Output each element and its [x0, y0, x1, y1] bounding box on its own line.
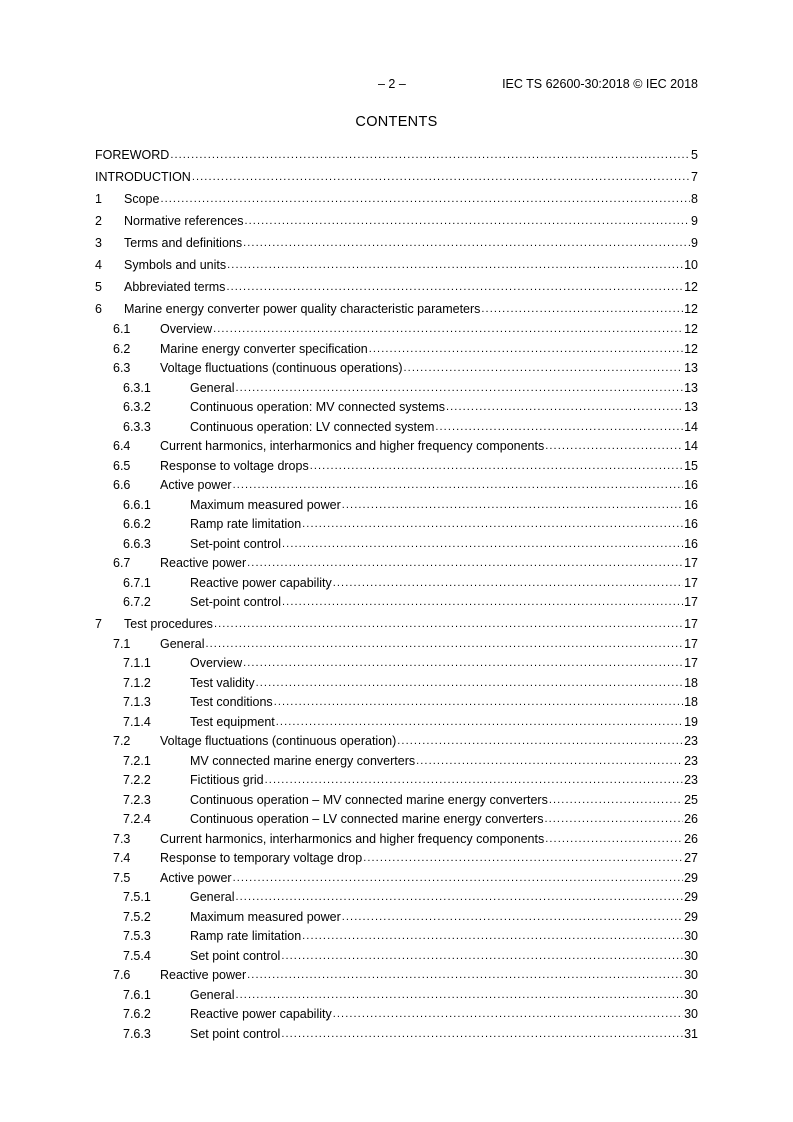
- toc-entry-line: [190, 752, 698, 772]
- toc-entry-number: 7.2.2: [123, 773, 151, 787]
- toc-entry-title: Active power: [160, 478, 232, 492]
- dot-leader: [310, 457, 683, 477]
- toc-entry-title: Terms and definitions: [124, 236, 243, 250]
- dot-leader: [243, 232, 690, 254]
- toc-entry-title: Maximum measured power: [190, 497, 341, 512]
- toc-entry-number: 7.1.4: [123, 714, 151, 729]
- toc-entry-number: 6.3: [113, 361, 131, 375]
- toc-entry-line: [160, 320, 698, 340]
- standard-identifier: IEC TS 62600-30:2018 © IEC 2018: [502, 77, 698, 91]
- toc-entry-title: General: [160, 636, 205, 651]
- toc-entry-title: Test procedures: [124, 616, 213, 631]
- table-of-contents: [95, 144, 698, 1044]
- page-number: – 2 –: [378, 77, 406, 91]
- toc-entry-line: [95, 144, 698, 166]
- toc-entry-number: 6.6: [113, 478, 131, 492]
- dot-leader: [235, 379, 683, 399]
- toc-entry-page: 16: [684, 517, 698, 531]
- toc-entry[interactable]: [95, 1025, 698, 1045]
- dot-leader: [435, 418, 683, 438]
- toc-entry-line: [190, 693, 698, 713]
- toc-entry-title: Marine energy converter power quality characteristic parameters: [124, 302, 481, 316]
- toc-entry-title: Reactive power: [160, 968, 247, 982]
- dot-leader: [544, 810, 683, 830]
- dot-leader: [192, 166, 690, 188]
- toc-entry-page: 30: [684, 929, 698, 943]
- toc-entry-line: [160, 732, 698, 752]
- toc-entry[interactable]: [95, 830, 698, 850]
- toc-entry-title: Set point control: [190, 948, 281, 963]
- dot-leader: [342, 908, 683, 928]
- toc-entry[interactable]: [95, 232, 698, 254]
- toc-entry-page: 9: [691, 236, 698, 250]
- toc-entry-title: Set-point control: [190, 595, 282, 609]
- toc-entry-number: 7.5: [113, 870, 131, 885]
- dot-leader: [247, 554, 683, 574]
- dot-leader: [205, 635, 683, 655]
- toc-entry-number: 6.7: [113, 556, 131, 570]
- toc-entry-page: 31: [684, 1026, 698, 1041]
- toc-entry-line: [124, 298, 698, 320]
- toc-entry-line: [160, 554, 698, 574]
- toc-entry-page: 30: [684, 968, 698, 982]
- dot-leader: [243, 654, 683, 674]
- toc-entry-title: MV connected marine energy converters: [190, 753, 416, 768]
- toc-entry-title: Active power: [160, 870, 232, 885]
- toc-entry-line: [190, 398, 698, 418]
- toc-entry-line: [190, 771, 698, 791]
- toc-entry-number: 1: [95, 192, 102, 206]
- toc-entry-line: [190, 574, 698, 594]
- toc-entry-title: General: [190, 890, 235, 904]
- toc-entry[interactable]: [95, 791, 698, 811]
- toc-entry-number: 7.5.4: [123, 948, 151, 963]
- toc-entry[interactable]: [95, 654, 698, 674]
- toc-entry-number: 6: [95, 302, 102, 316]
- toc-entry-line: [160, 849, 698, 869]
- toc-entry-page: 29: [684, 890, 698, 904]
- toc-entry-page: 12: [684, 280, 698, 294]
- toc-entry-line: [160, 340, 698, 360]
- toc-entry-line: [160, 457, 698, 477]
- toc-entry[interactable]: [95, 554, 698, 574]
- toc-entry-line: [190, 654, 698, 674]
- toc-entry-line: [190, 535, 698, 555]
- toc-entry-page: 17: [684, 575, 698, 590]
- toc-entry-title: Reactive power capability: [190, 1007, 332, 1021]
- dot-leader: [226, 276, 683, 298]
- toc-entry-number: 7.6.3: [123, 1026, 151, 1041]
- dot-leader: [416, 752, 683, 772]
- toc-entry-title: Response to temporary voltage drop: [160, 851, 363, 865]
- dot-leader: [363, 849, 683, 869]
- dot-leader: [404, 359, 684, 379]
- toc-entry-line: [190, 927, 698, 947]
- toc-entry-page: 13: [684, 380, 698, 395]
- toc-entry-line: [160, 635, 698, 655]
- dot-leader: [302, 927, 683, 947]
- toc-entry-number: 7.5.1: [123, 890, 151, 904]
- toc-entry-title: Reactive power capability: [190, 575, 332, 590]
- toc-entry-number: 2: [95, 214, 102, 228]
- toc-entry-page: 30: [684, 1007, 698, 1021]
- toc-entry-title: Test conditions: [190, 695, 273, 709]
- dot-leader: [446, 398, 683, 418]
- dot-leader: [233, 869, 684, 889]
- toc-entry-number: 6.7.1: [123, 575, 151, 590]
- toc-entry-number: 7.6.2: [123, 1007, 151, 1021]
- toc-entry[interactable]: [95, 298, 698, 320]
- toc-entry-title: Maximum measured power: [190, 909, 341, 924]
- toc-entry-line: [190, 593, 698, 613]
- dot-leader: [302, 515, 683, 535]
- toc-entry[interactable]: [95, 674, 698, 694]
- toc-entry-line: [190, 379, 698, 399]
- toc-entry-number: 6.3.3: [123, 419, 151, 434]
- toc-entry-number: 6.5: [113, 458, 131, 473]
- toc-entry-line: [160, 966, 698, 986]
- toc-entry-page: 30: [684, 987, 698, 1002]
- toc-entry-page: 8: [691, 192, 698, 206]
- toc-entry[interactable]: [95, 437, 698, 457]
- dot-leader: [265, 771, 683, 791]
- toc-entry-page: 14: [684, 439, 698, 453]
- toc-entry-number: 6.3.1: [123, 380, 151, 395]
- toc-entry-number: 6.6.3: [123, 536, 151, 551]
- dot-leader: [214, 613, 683, 635]
- toc-entry-number: 5: [95, 280, 102, 294]
- toc-entry-page: 13: [684, 361, 698, 375]
- toc-entry-page: 17: [684, 616, 698, 631]
- dot-leader: [549, 791, 683, 811]
- toc-entry-line: [190, 888, 698, 908]
- toc-entry-number: 7.2.1: [123, 753, 151, 768]
- toc-entry-title: Marine energy converter specification: [160, 341, 368, 356]
- toc-entry[interactable]: [95, 908, 698, 928]
- toc-entry-page: 19: [684, 714, 698, 729]
- toc-entry[interactable]: [95, 888, 698, 908]
- toc-entry-number: 7.4: [113, 851, 131, 865]
- toc-entry-page: 17: [684, 556, 698, 570]
- toc-entry[interactable]: [95, 713, 698, 733]
- dot-leader: [235, 888, 683, 908]
- toc-entry-page: 16: [684, 478, 698, 492]
- toc-entry-number: 7.1.1: [123, 656, 151, 670]
- toc-entry-line: [160, 437, 698, 457]
- toc-entry[interactable]: [95, 379, 698, 399]
- toc-entry-page: 13: [684, 400, 698, 414]
- toc-entry-number: 7.2.4: [123, 812, 151, 826]
- toc-entry-line: [124, 254, 698, 276]
- toc-entry-number: 6.3.2: [123, 400, 151, 414]
- toc-entry-line: [124, 613, 698, 635]
- toc-entry-number: 6.2: [113, 341, 131, 356]
- toc-entry-page: 25: [684, 792, 698, 807]
- toc-entry[interactable]: [95, 732, 698, 752]
- toc-entry-line: [190, 418, 698, 438]
- dot-leader: [235, 986, 683, 1006]
- toc-entry[interactable]: [95, 496, 698, 516]
- toc-entry-title: Set point control: [190, 1026, 281, 1041]
- toc-entry-page: 17: [684, 595, 698, 609]
- dot-leader: [545, 437, 683, 457]
- toc-entry-number: 7.1.3: [123, 695, 151, 709]
- toc-entry-page: 16: [684, 497, 698, 512]
- toc-entry-title: Continuous operation – LV connected marine energy converters: [190, 812, 544, 826]
- dot-leader: [245, 210, 691, 232]
- toc-entry-number: 7.6: [113, 968, 131, 982]
- toc-entry-page: 27: [684, 851, 698, 865]
- toc-entry[interactable]: [95, 210, 698, 232]
- toc-entry-line: [95, 166, 698, 188]
- toc-entry[interactable]: [95, 574, 698, 594]
- toc-entry[interactable]: [95, 635, 698, 655]
- toc-entry-page: 18: [684, 695, 698, 709]
- toc-entry[interactable]: [95, 166, 698, 188]
- toc-entry-title: Test equipment: [190, 714, 275, 729]
- dot-leader: [160, 188, 690, 210]
- toc-entry[interactable]: [95, 693, 698, 713]
- toc-entry[interactable]: [95, 966, 698, 986]
- toc-entry-page: 16: [684, 536, 698, 551]
- dot-leader: [333, 1005, 683, 1025]
- dot-leader: [281, 947, 683, 967]
- toc-entry-page: 29: [684, 909, 698, 924]
- toc-entry[interactable]: [95, 276, 698, 298]
- toc-entry-line: [190, 947, 698, 967]
- toc-entry-page: 14: [684, 419, 698, 434]
- toc-entry[interactable]: [95, 593, 698, 613]
- toc-entry-page: 30: [684, 948, 698, 963]
- toc-entry-number: 7: [95, 616, 102, 631]
- toc-entry[interactable]: [95, 457, 698, 477]
- toc-entry-title: Current harmonics, interharmonics and higher frequency components: [160, 831, 545, 846]
- toc-entry-title: Overview: [190, 656, 243, 670]
- toc-entry-page: 12: [684, 341, 698, 356]
- toc-entry-line: [190, 515, 698, 535]
- toc-entry-page: 12: [684, 302, 698, 316]
- dot-leader: [213, 320, 683, 340]
- toc-entry-line: [190, 810, 698, 830]
- toc-entry-line: [160, 869, 698, 889]
- toc-entry[interactable]: [95, 418, 698, 438]
- toc-entry-title: Continuous operation – MV connected marine energy converters: [190, 792, 548, 807]
- page-title: CONTENTS: [355, 114, 438, 130]
- toc-entry-line: [124, 188, 698, 210]
- toc-entry-page: 23: [684, 734, 698, 748]
- toc-entry-line: [124, 232, 698, 254]
- toc-entry-line: [124, 276, 698, 298]
- toc-entry[interactable]: [95, 515, 698, 535]
- toc-entry-title: Symbols and units: [124, 258, 227, 272]
- dot-leader: [333, 574, 683, 594]
- toc-entry[interactable]: [95, 398, 698, 418]
- toc-entry-page: 26: [684, 812, 698, 826]
- dot-leader: [227, 254, 683, 276]
- toc-entry-title: General: [190, 380, 235, 395]
- dot-leader: [247, 966, 683, 986]
- dot-leader: [282, 593, 683, 613]
- toc-entry-number: 7.6.1: [123, 987, 151, 1002]
- toc-entry-title: Overview: [160, 322, 213, 336]
- toc-entry[interactable]: [95, 535, 698, 555]
- dot-leader: [256, 674, 683, 694]
- toc-entry-page: 23: [684, 773, 698, 787]
- toc-entry-page: 10: [684, 258, 698, 272]
- toc-entry[interactable]: [95, 927, 698, 947]
- toc-entry-number: 7.2: [113, 734, 131, 748]
- toc-entry-title: Voltage fluctuations (continuous operation): [160, 734, 397, 748]
- toc-entry-title: FOREWORD: [95, 148, 170, 162]
- toc-entry-number: 6.1: [113, 322, 131, 336]
- toc-entry-number: 6.6.2: [123, 517, 151, 531]
- toc-entry-line: [160, 359, 698, 379]
- toc-entry-number: 7.1: [113, 636, 131, 651]
- toc-entry-line: [124, 210, 698, 232]
- toc-entry[interactable]: [95, 340, 698, 360]
- toc-entry-title: Reactive power: [160, 556, 247, 570]
- dot-leader: [233, 476, 684, 496]
- page-header: [0, 77, 793, 93]
- toc-entry-page: 18: [684, 675, 698, 690]
- toc-entry-line: [190, 1025, 698, 1045]
- toc-entry[interactable]: [95, 869, 698, 889]
- toc-entry[interactable]: [95, 986, 698, 1006]
- toc-entry-number: 6.4: [113, 439, 131, 453]
- toc-entry-page: 23: [684, 753, 698, 768]
- toc-entry[interactable]: [95, 254, 698, 276]
- toc-entry-number: 4: [95, 258, 102, 272]
- toc-entry-title: Scope: [124, 192, 160, 206]
- toc-entry-title: Current harmonics, interharmonics and higher frequency components: [160, 439, 545, 453]
- toc-entry[interactable]: [95, 188, 698, 210]
- toc-entry-number: 7.1.2: [123, 675, 151, 690]
- toc-entry-number: 7.5.3: [123, 929, 151, 943]
- toc-entry-number: 7.3: [113, 831, 131, 846]
- toc-entry[interactable]: [95, 849, 698, 869]
- toc-entry-title: Set-point control: [190, 536, 282, 551]
- toc-entry-title: Normative references: [124, 214, 244, 228]
- dot-leader: [481, 298, 683, 320]
- toc-entry-line: [190, 791, 698, 811]
- toc-entry-page: 5: [691, 148, 698, 162]
- toc-entry-page: 9: [691, 214, 698, 228]
- toc-entry-title: Ramp rate limitation: [190, 517, 302, 531]
- toc-entry-page: 17: [684, 656, 698, 670]
- dot-leader: [369, 340, 683, 360]
- toc-entry[interactable]: [95, 810, 698, 830]
- toc-entry-title: Ramp rate limitation: [190, 929, 302, 943]
- toc-entry-title: Response to voltage drops: [160, 458, 309, 473]
- toc-entry-title: Continuous operation: MV connected systems: [190, 400, 445, 414]
- dot-leader: [282, 535, 683, 555]
- toc-entry-line: [190, 1005, 698, 1025]
- toc-entry[interactable]: [95, 613, 698, 635]
- dot-leader: [545, 830, 683, 850]
- toc-entry-line: [190, 713, 698, 733]
- toc-entry-line: [190, 908, 698, 928]
- toc-entry-line: [190, 674, 698, 694]
- toc-entry[interactable]: [95, 359, 698, 379]
- toc-entry[interactable]: [95, 320, 698, 340]
- toc-entry-page: 7: [691, 170, 698, 184]
- toc-entry-line: [190, 986, 698, 1006]
- toc-entry-title: Test validity: [190, 675, 255, 690]
- toc-entry-page: 12: [684, 322, 698, 336]
- toc-entry-title: General: [190, 987, 235, 1002]
- toc-entry-line: [160, 476, 698, 496]
- toc-entry-number: 7.2.3: [123, 792, 151, 807]
- toc-entry-page: 17: [684, 636, 698, 651]
- toc-entry-page: 26: [684, 831, 698, 846]
- toc-entry-title: Fictitious grid: [190, 773, 264, 787]
- toc-entry-title: Voltage fluctuations (continuous operations): [160, 361, 403, 375]
- dot-leader: [342, 496, 683, 516]
- toc-entry-title: INTRODUCTION: [95, 170, 191, 184]
- dot-leader: [281, 1025, 683, 1045]
- toc-entry-number: 3: [95, 236, 102, 250]
- dot-leader: [397, 732, 683, 752]
- toc-entry-title: Continuous operation: LV connected system: [190, 419, 435, 434]
- toc-entry-line: [160, 830, 698, 850]
- toc-entry-number: 6.7.2: [123, 595, 151, 609]
- toc-entry[interactable]: [95, 1005, 698, 1025]
- dot-leader: [170, 144, 690, 166]
- toc-entry-number: 6.6.1: [123, 497, 151, 512]
- toc-entry[interactable]: [95, 144, 698, 166]
- toc-entry[interactable]: [95, 476, 698, 496]
- toc-entry-page: 29: [684, 870, 698, 885]
- toc-entry[interactable]: [95, 947, 698, 967]
- toc-entry-number: 7.5.2: [123, 909, 151, 924]
- toc-entry-title: Abbreviated terms: [124, 280, 226, 294]
- toc-entry[interactable]: [95, 752, 698, 772]
- toc-entry-line: [190, 496, 698, 516]
- dot-leader: [276, 713, 683, 733]
- toc-entry-page: 15: [684, 458, 698, 473]
- toc-entry[interactable]: [95, 771, 698, 791]
- dot-leader: [274, 693, 683, 713]
